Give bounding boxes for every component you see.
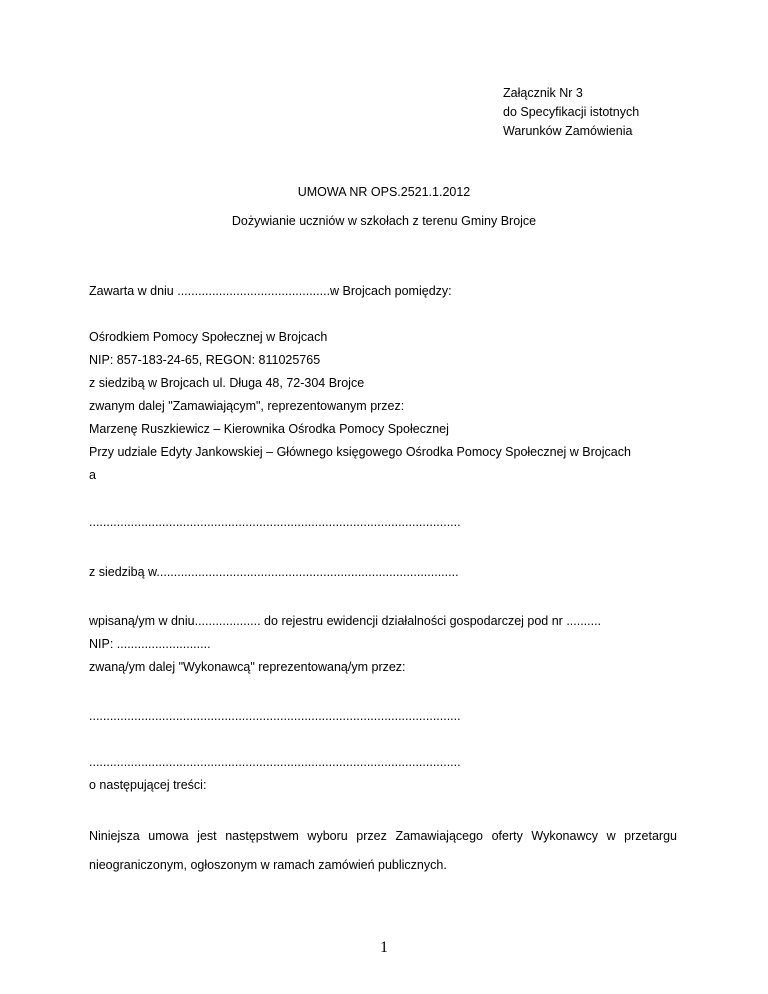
party1-ids: NIP: 857-183-24-65, REGON: 811025765 — [89, 353, 321, 367]
annex-line: do Specyfikacji istotnych — [503, 105, 640, 119]
paragraph-line-2: nieograniczonym, ogłoszonym w ramach zamówień publicznych. — [89, 858, 447, 872]
and-connector: a — [89, 468, 96, 482]
page-number: 1 — [380, 939, 388, 956]
party2-rep-blank-1: ........................................................................................................... — [89, 709, 461, 723]
party2-name-blank: ........................................................................................................... — [89, 515, 461, 529]
content-intro: o następującej treści: — [89, 778, 207, 792]
contract-subtitle: Dożywianie uczniów w szkołach z terenu Gminy Brojce — [231, 214, 537, 228]
annex-line: Warunków Zamówienia — [503, 124, 633, 138]
party2-nip: NIP: ........................... — [89, 637, 211, 651]
party1-rep1: Marzenę Ruszkiewicz – Kierownika Ośrodka Pomocy Społecznej — [89, 422, 449, 436]
contract-title: UMOWA NR OPS.2521.1.2012 — [297, 185, 471, 199]
party2-seat: z siedzibą w....................................................................................... — [89, 565, 459, 579]
party1-rep2: Przy udziale Edyty Jankowskiej – Głównego księgowego Ośrodka Pomocy Społecznej w Brojcach — [89, 445, 631, 459]
party2-registered: wpisaną/ym w dniu................... do rejestru ewidencji działalności gospodarczej pod nr .......... — [89, 614, 602, 628]
party1-called: zwanym dalej "Zamawiającym", reprezentowanym przez: — [89, 399, 405, 413]
paragraph-line-1: Niniejsza umowa jest następstwem wyboru przez Zamawiającego oferty Wykonawcy w przetargu — [89, 829, 677, 843]
intro-paragraph — [89, 822, 677, 880]
party2-called: zwaną/ym dalej "Wykonawcą" reprezentowaną/ym przez: — [89, 660, 406, 674]
annex-header — [503, 84, 639, 141]
party1-name: Ośrodkiem Pomocy Społecznej w Brojcach — [89, 330, 328, 344]
party2-rep-blank-2: ........................................................................................................... — [89, 755, 461, 769]
concluded-line: Zawarta w dniu ............................................w Brojcach pomiędzy: — [89, 284, 452, 298]
annex-line: Załącznik Nr 3 — [503, 86, 583, 100]
party1-address: z siedzibą w Brojcach ul. Długa 48, 72-304 Brojce — [89, 376, 365, 390]
